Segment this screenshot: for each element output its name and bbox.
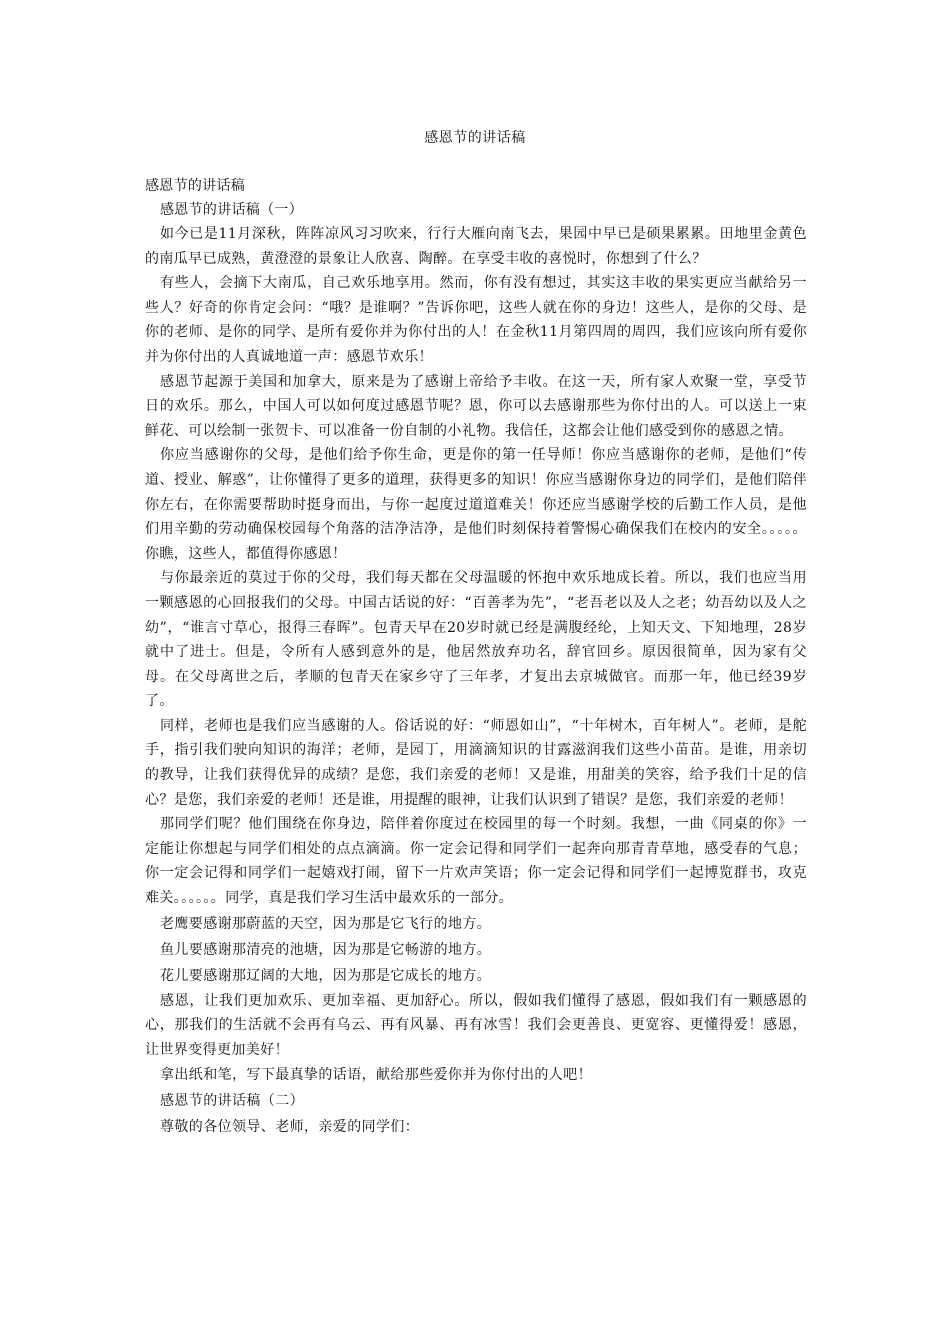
paragraph: 有些人，会摘下大南瓜，自己欢乐地享用。然而，你有没有想过，其实这丰收的果实更应当献给另一些人？好奇的你肯定会问：“哦？是谁啊？”告诉你吧，这些人就在你的身边！这些人，是你的父母、是你的老师、是你的同学、是所有爱你并为你付出的人！在金秋11月第四周的周四，我们应该向所有爱你并为你付出的人真诚地道一声：感恩节欢乐！ (145, 275, 807, 365)
document-heading: 感恩节的讲话稿 (145, 178, 246, 194)
paragraph: 与你最亲近的莫过于你的父母，我们每天都在父母温暖的怀抱中欢乐地成长着。所以，我们也应当用一颗感恩的心回报我们的父母。中国古话说的好：“百善孝为先”，“老吾老以及人之老；幼吾幼以及人之幼”，“谁言寸草心，报得三春晖”。包青天早在20岁时就已经是满腹经纶，上知天文、下知地理，28岁就中了进士。但是，令所有人感到意外的是，他居然放弃功名，辞官回乡。原因很简单，因为家有父母。在父母离世之后，孝顺的包青天在家乡守了三年孝，才复出去京城做官。而那一年，他已经39岁了。 (145, 570, 807, 710)
final-line: 拿出纸和笔，写下最真挚的话语，献给那些爱你并为你付出的人吧！ (160, 1067, 592, 1084)
section-one-title: 感恩节的讲话稿（一） (160, 202, 303, 218)
paragraph: 那同学们呢？他们围绕在你身边，陪伴着你度过在校园里的每一个时刻。我想，一曲《同桌的你》一定能让你想起与同学们相处的点点滴滴。你一定会记得和同学们一起奔向那青青草地，感受春的气息；你一定会记得和同学们一起嬉戏打闹，留下一片欢声笑语；你一定会记得和同学们一起博览群书，攻克难关。。。。。。同学，真是我们学习生活中最欢乐的一部分。 (145, 816, 807, 907)
document-title: 感恩节的讲话稿 (424, 130, 526, 146)
short-line: 花儿要感谢那辽阔的大地，因为那是它成长的地方。 (160, 967, 492, 984)
closing-paragraph: 感恩，让我们更加欢乐、更加幸福、更加舒心。所以，假如我们懂得了感恩，假如我们有一颗感恩的心，那我们的生活就不会再有乌云、再有风暴、再有冰雪！我们会更善良、更宽容、更懂得爱！感恩，让世界变得更加美好！ (145, 992, 807, 1058)
section-two-title: 感恩节的讲话稿（二） (160, 1093, 304, 1110)
document-body (145, 174, 807, 1140)
paragraph: 同样，老师也是我们应当感谢的人。俗话说的好：“师恩如山”，“十年树木，百年树人”。老师，是舵手，指引我们驶向知识的海洋；老师，是园丁，用滴滴知识的甘露滋润我们这些小苗苗。是谁，用亲切的教导，让我们获得优异的成绩？是您，我们亲爱的老师！又是谁，用甜美的笑容，给予我们十足的信心？是您，我们亲爱的老师！还是谁，用提醒的眼神，让我们认识到了错误？是您，我们亲爱的老师！ (145, 717, 807, 808)
greeting-line: 尊敬的各位领导、老师，亲爱的同学们： (160, 1119, 420, 1136)
paragraph: 你应当感谢你的父母，是他们给予你生命，更是你的第一任导师！你应当感谢你的老师，是他们“传道、授业、解惑”，让你懂得了更多的道理，获得更多的知识！你应当感谢你身边的同学们，是他们陪伴你左右，在你需要帮助时挺身而出，与你一起度过道道难关！你还应当感谢学校的后勤工作人员，是他们用辛勤的劳动确保校园每个角落的洁净洁净，是他们时刻保持着警惕心确保我们在校内的安全。。。。。你瞧，这些人，都值得你感恩！ (145, 447, 807, 562)
short-line: 鱼儿要感谢那清亮的池塘，因为那是它畅游的地方。 (160, 941, 492, 958)
paragraph: 感恩节起源于美国和加拿大，原来是为了感谢上帝给予丰收。在这一天，所有家人欢聚一堂，享受节日的欢乐。那么，中国人可以如何度过感恩节呢？恩，你可以去感谢那些为你付出的人。可以送上一束鲜花、可以绘制一张贺卡、可以准备一份自制的小礼物。我信任，这都会让他们感受到你的感恩之情。 (145, 373, 807, 439)
short-line: 老鹰要感谢那蔚蓝的天空，因为那是它飞行的地方。 (160, 915, 492, 932)
paragraph: 如今已是11月深秋，阵阵凉风习习吹来，行行大雁向南飞去，果园中早已是硕果累累。田地里金黄色的南瓜早已成熟，黄澄澄的景象让人欣喜、陶醉。在享受丰收的喜悦时，你想到了什么？ (145, 226, 807, 267)
